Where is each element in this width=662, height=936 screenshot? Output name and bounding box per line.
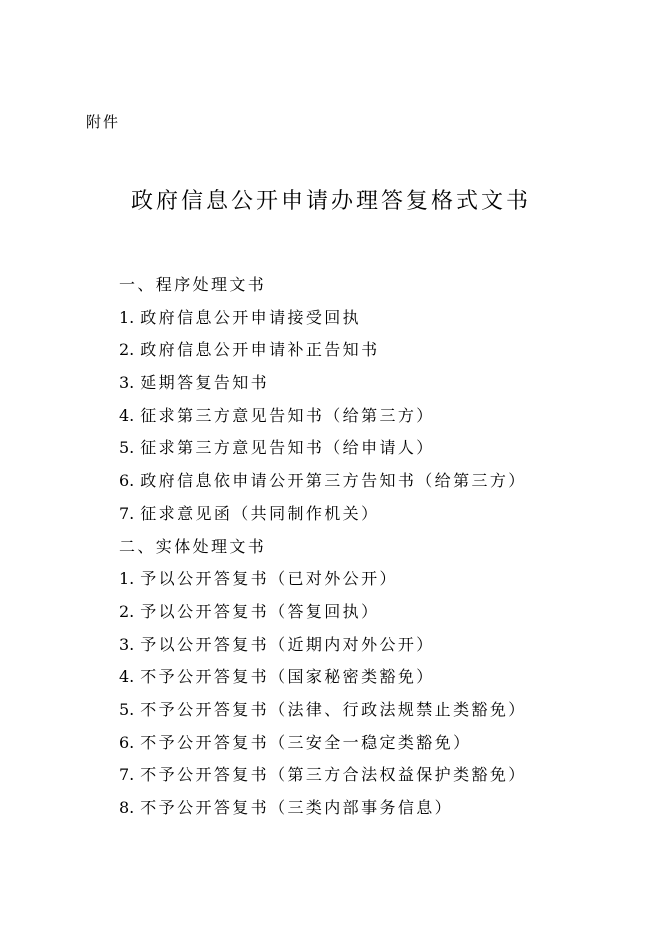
list-item — [119, 759, 639, 792]
item-number: 5. — [119, 438, 135, 458]
item-text: 政府信息公开申请接受回执 — [140, 307, 362, 327]
item-number: 7. — [119, 503, 135, 523]
list-item — [119, 596, 639, 629]
item-number: 1. — [119, 307, 135, 327]
item-number: 5. — [119, 699, 135, 719]
item-text: 予以公开答复书（近期内对外公开） — [140, 634, 435, 654]
attachment-label: 附件 — [86, 113, 121, 131]
item-number: 6. — [119, 732, 135, 752]
list-item — [119, 432, 639, 465]
list-item — [119, 334, 639, 367]
section-heading-procedural: 一、程序处理文书 — [119, 275, 267, 294]
list-item — [119, 465, 639, 498]
item-text: 不予公开答复书（法律、行政法规禁止类豁免） — [140, 699, 527, 719]
list-item — [119, 661, 639, 694]
item-number: 1. — [119, 569, 135, 589]
item-number: 7. — [119, 765, 135, 785]
item-text: 予以公开答复书（答复回执） — [140, 601, 380, 621]
item-text: 不予公开答复书（三类内部事务信息） — [140, 798, 454, 817]
item-number: 2. — [119, 601, 135, 621]
item-text: 予以公开答复书（已对外公开） — [140, 569, 398, 589]
list-item — [119, 694, 639, 727]
list-item — [119, 727, 639, 760]
item-text: 延期答复告知书 — [140, 373, 270, 393]
item-number: 4. — [119, 405, 135, 425]
list-item — [119, 400, 639, 433]
document-list — [119, 269, 639, 825]
list-item — [119, 629, 639, 662]
item-number: 3. — [119, 634, 135, 654]
item-text: 征求第三方意见告知书（给第三方） — [140, 405, 435, 425]
section-heading-substantive: 二、实体处理文书 — [119, 536, 267, 556]
item-number: 8. — [119, 798, 135, 817]
item-text: 不予公开答复书（国家秘密类豁免） — [140, 667, 435, 687]
item-text: 不予公开答复书（第三方合法权益保护类豁免） — [140, 765, 527, 785]
list-item — [119, 792, 639, 825]
list-item — [119, 302, 639, 335]
item-number: 2. — [119, 340, 135, 360]
item-text: 政府信息依申请公开第三方告知书（给第三方） — [140, 471, 527, 491]
item-number: 6. — [119, 471, 135, 491]
item-text: 征求意见函（共同制作机关） — [140, 503, 380, 523]
list-item — [119, 367, 639, 400]
document-title: 政府信息公开申请办理答复格式文书 — [130, 189, 531, 214]
item-text: 征求第三方意见告知书（给申请人） — [140, 438, 435, 458]
item-text: 政府信息公开申请补正告知书 — [140, 340, 380, 360]
item-number: 3. — [119, 373, 135, 393]
list-item — [119, 498, 639, 531]
item-text: 不予公开答复书（三安全一稳定类豁免） — [140, 732, 472, 752]
item-number: 4. — [119, 667, 135, 687]
list-item — [119, 563, 639, 596]
